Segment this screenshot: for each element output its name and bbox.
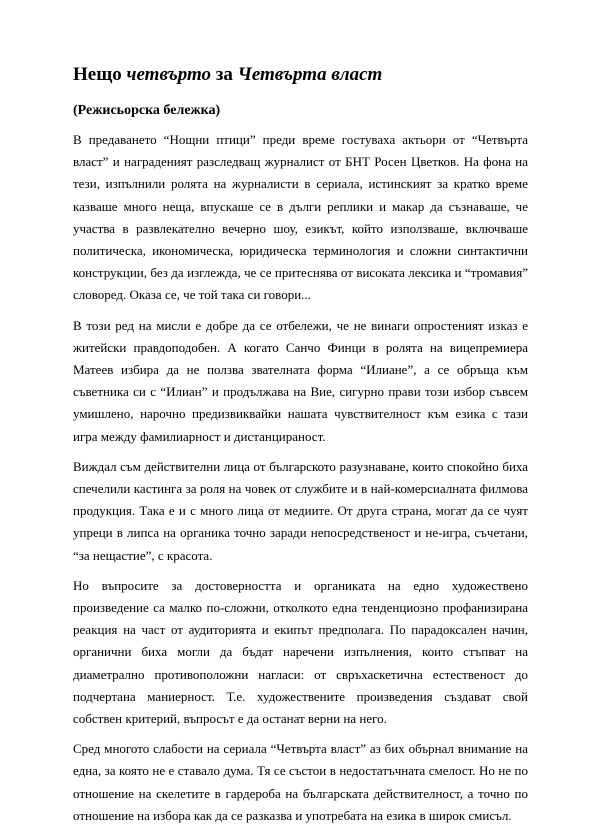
title-part-2: четвърто <box>126 64 211 85</box>
document-page <box>73 62 528 835</box>
paragraph-3: Виждал съм действителни лица от българското разузнаване, които спокойно биха спечелили кастинга за роля на човек от службите и в най-комерсиалната филмова продукция. Така е и с много лица от медиите. От друга страна, могат да се чуят упреци в липса на органика точно заради непосредственост и не-игра, съчетани, “за нещастие”, с красота. <box>73 458 528 563</box>
title-part-4: Четвърта власт <box>237 64 383 85</box>
paragraph-4: Но въпросите за достоверността и органиката на едно художествено произведение са малко по-сложни, отколкото една тенденциозно профанизирана реакция на част от аудиторията и екипът предполага. По парадоксален начин, органични биха могли да бъдат наречени изпълнения, които стъпват на диаметрално противоположни нагласи: от свръхаскетична естественост до подчертана маниерност. Т.е. художествените произведения създават свой собствен критерий, въпросът е да останат верни на него. <box>73 577 528 727</box>
paragraph-1: В предаването “Нощни птици” преди време гостуваха актьори от “Четвърта власт” и награденият разследващ журналист от БНТ Росен Цветков. На фона на тези, изпълнили ролята на журналисти в сериала, истинският за кратко време казваше много неща, впускаше се в дълги реплики и макар да съзнаваше, че участва в развлекателно вечерно шоу, езикът, който използваше, включваше политическа, икономическа, юридическа терминология и сложни синтактични конструкции, без да изглежда, че се притеснява от високата лексика и “тромавия” словоред. Оказа се, че той така си говори... <box>73 132 528 303</box>
paragraph-5: Сред многото слабости на сериала “Четвърта власт” аз бих обърнал внимание на една, за която не е ставало дума. Тя се състои в недостатъчната смелост. Но не по отношение на скелетите в гардероба на българската действителност, а точно по отношение на избора как да се разказва и употребата на езика в широк смисъл. <box>73 741 528 823</box>
paragraph-2: В този ред на мисли е добре да се отбележи, че не винаги опростеният изказ е житейски правдоподобен. А когато Санчо Финци в ролята на вицепремиера Матеев избира да не ползва звателната форма “Илиане”, а се обръща към съветника си с “Илиан” и продължава на Вие, сигурно прави този избор съвсем умишлено, нарочно предизвиквайки нашата чувствителност към езика с тази игра между фамилиарност и дистанцираност. <box>73 317 528 444</box>
title-part-1: Нещо <box>73 64 127 85</box>
page-subtitle: (Режисьорска бележка) <box>73 103 221 118</box>
page-title <box>73 62 528 88</box>
title-part-3: за <box>210 64 238 85</box>
